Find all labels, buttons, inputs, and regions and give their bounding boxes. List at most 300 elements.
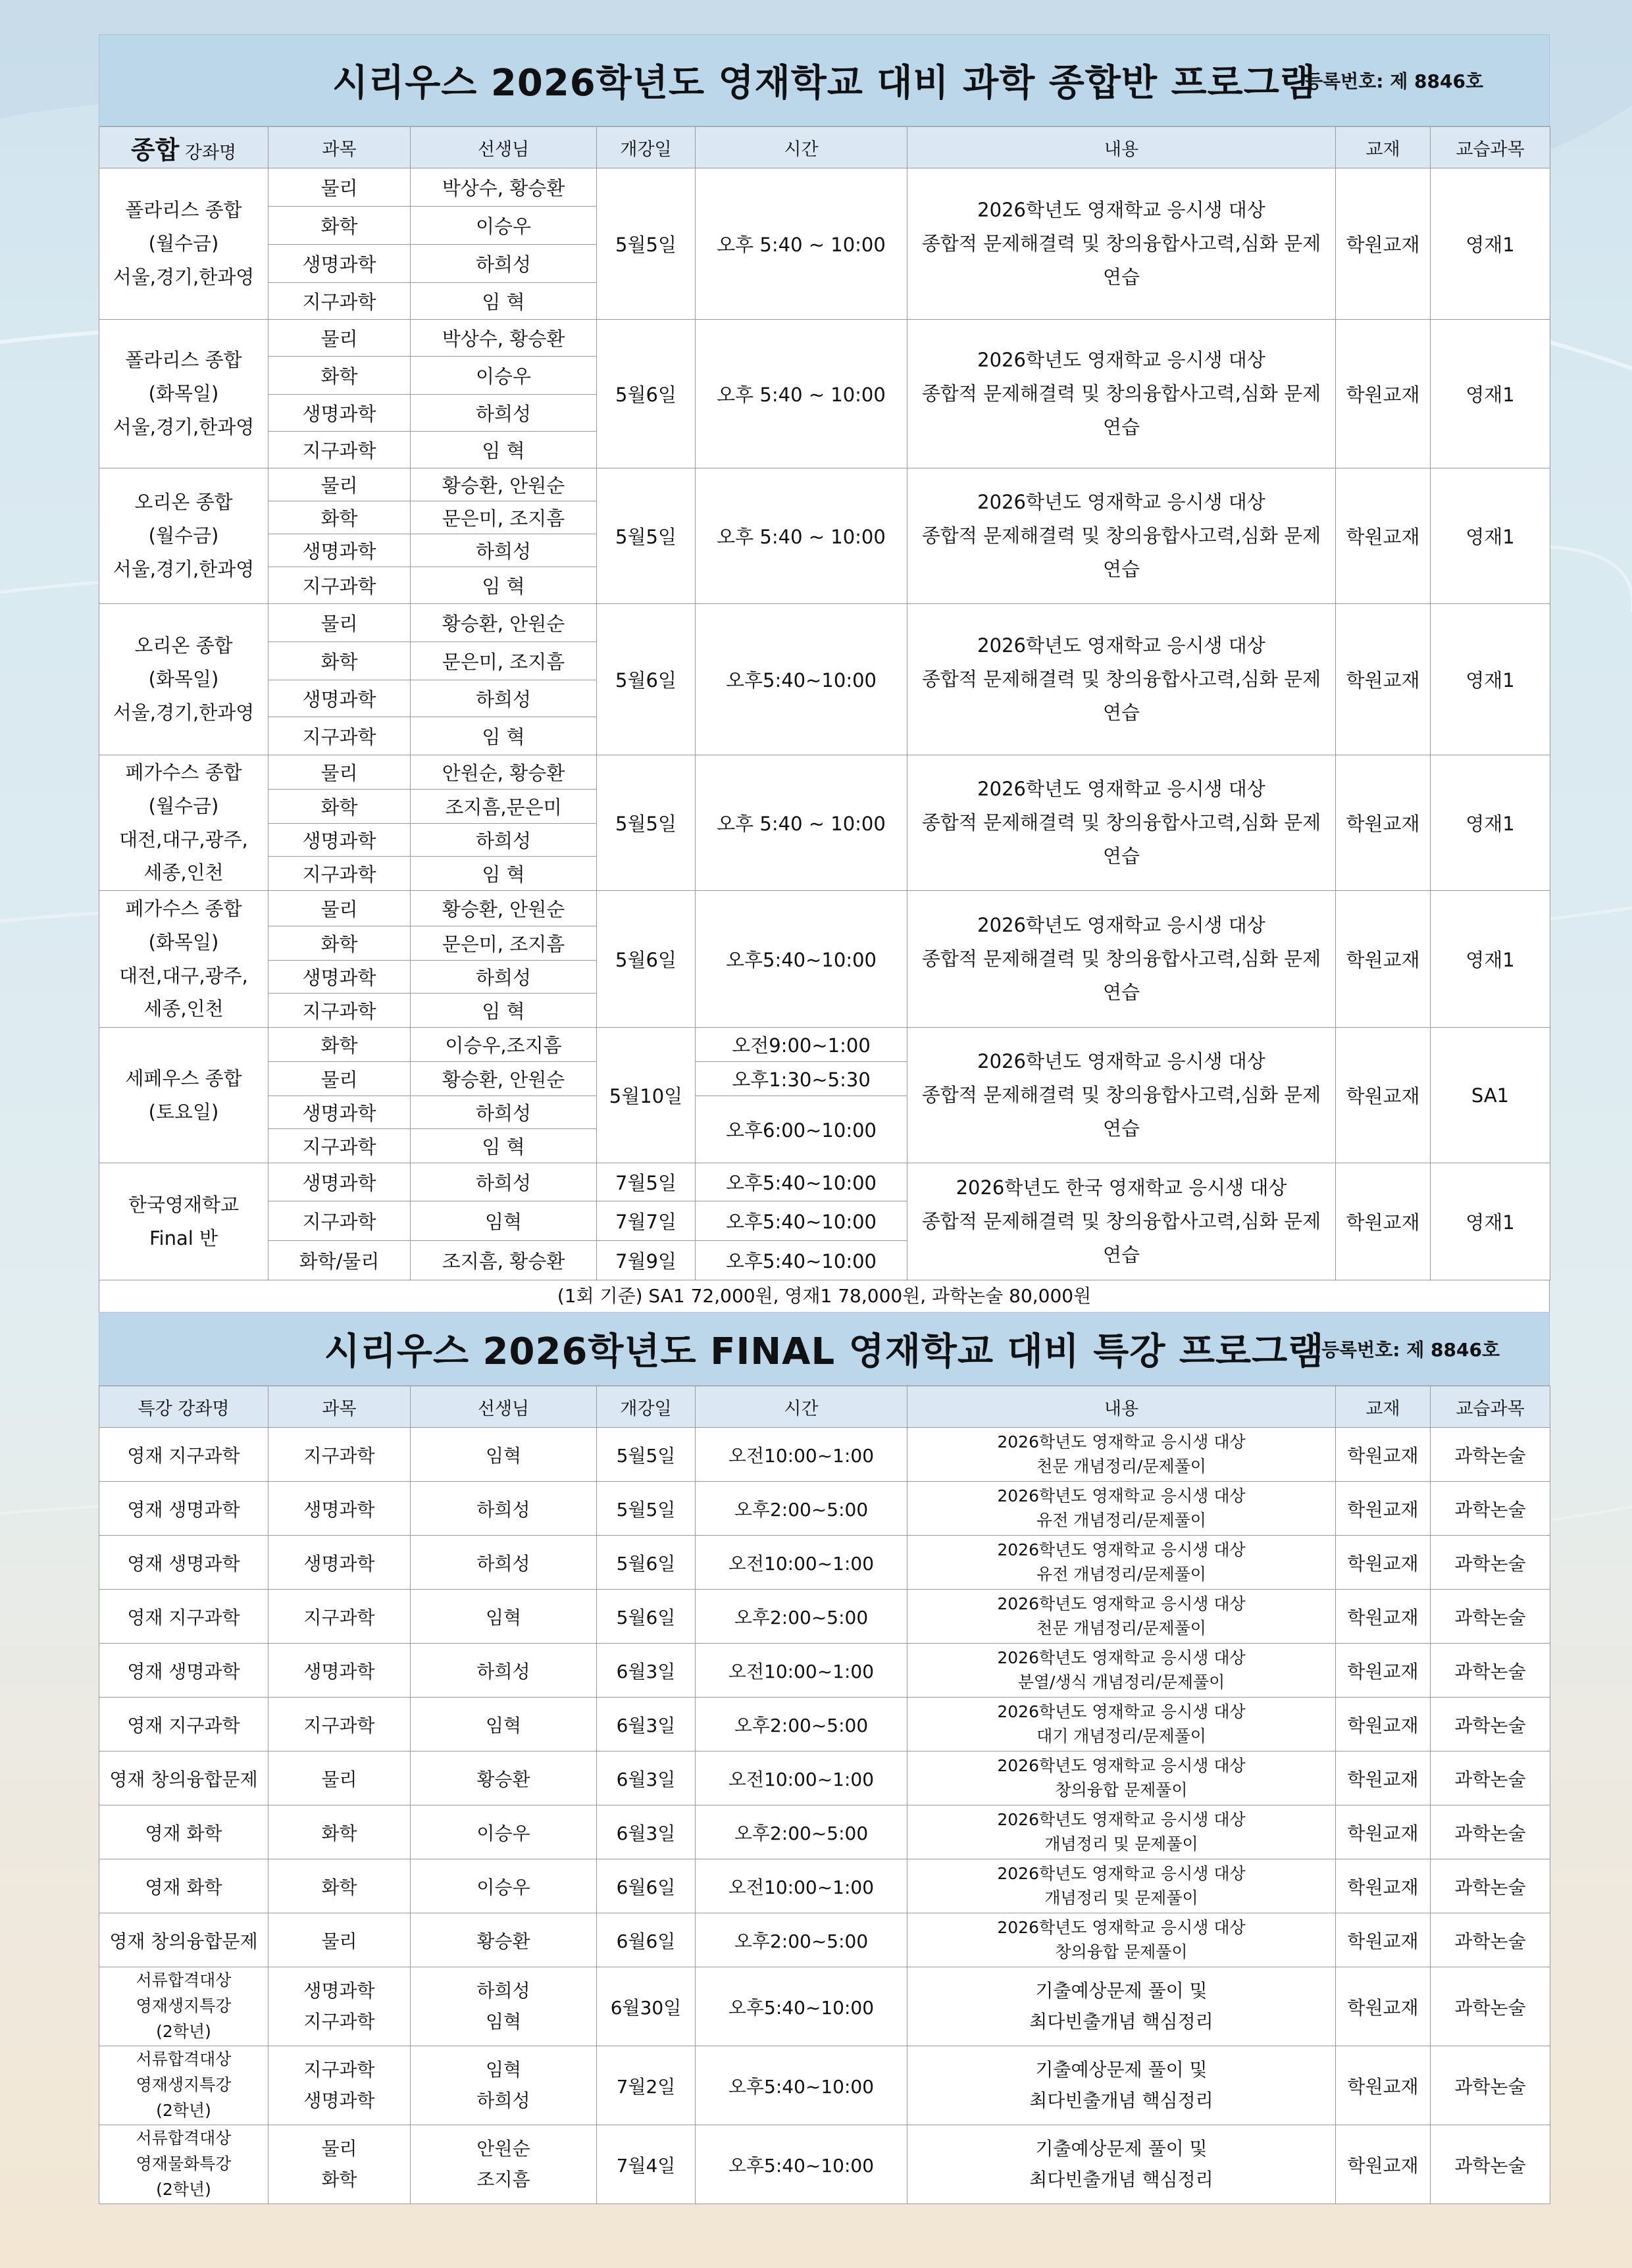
cell-line: 2026학년도 영재학교 응시생 대상 <box>977 778 1265 801</box>
time-cell: 오후1:30~5:30 <box>696 1062 907 1096</box>
subject-cell: 물리 <box>268 1062 411 1096</box>
cell-line: 서류합격대상 <box>136 2050 232 2069</box>
teacher-cell: 하희성 <box>411 395 597 432</box>
teacher-cell: 황승환 <box>411 1751 597 1805</box>
subject-cell: 지구과학 <box>268 994 411 1028</box>
subject-cell: 지구과학 <box>268 1129 411 1163</box>
content-cell <box>907 320 1336 468</box>
teacher-cell: 임 혁 <box>411 717 597 755</box>
subject-cell <box>268 1967 411 2046</box>
table-row <box>99 1913 1550 1967</box>
course-type-cell: 영재1 <box>1431 320 1550 468</box>
cell-line: 2026학년도 영재학교 응시생 대상 <box>997 1918 1246 1938</box>
cell-line: 안원순 <box>476 2138 530 2160</box>
time-cell: 오후5:40~10:00 <box>696 1163 907 1201</box>
subject-cell: 화학 <box>268 790 411 824</box>
cell-line: 창의융합 문제풀이 <box>1055 1942 1188 1961</box>
course-type-cell: SA1 <box>1431 1028 1550 1163</box>
cell-line: 2026학년도 영재학교 응시생 대상 <box>977 491 1265 514</box>
content-cell <box>907 1028 1336 1163</box>
teacher-cell: 문은미, 조지흠 <box>411 926 597 961</box>
cell-line: 폴라리스 종합 <box>125 349 242 372</box>
teacher-cell: 임 혁 <box>411 857 597 891</box>
time-cell: 오후2:00~5:00 <box>696 1698 907 1751</box>
cell-line: 종합적 문제해결력 및 창의융합사고력,심화 문제 연습 <box>921 1210 1321 1266</box>
table-row <box>99 1644 1550 1698</box>
course-name: 영재 창의융합문제 <box>99 1751 268 1805</box>
start-date: 6월3일 <box>597 1698 696 1751</box>
header-textbook: 교재 <box>1336 1386 1431 1428</box>
table-row <box>99 1428 1550 1482</box>
course-type-cell: 과학논술 <box>1431 1482 1550 1536</box>
course-name <box>99 2125 268 2204</box>
teacher-cell: 하희성 <box>411 1644 597 1698</box>
header-start-date: 개강일 <box>597 127 696 168</box>
table-row <box>99 1536 1550 1590</box>
teacher-cell: 이승우 <box>411 1859 597 1913</box>
course-name: 영재 화학 <box>99 1859 268 1913</box>
course-name <box>99 1967 268 2046</box>
subject-cell: 지구과학 <box>268 1201 411 1241</box>
start-date: 6월6일 <box>597 1913 696 1967</box>
start-date: 5월6일 <box>597 1590 696 1644</box>
start-date: 6월6일 <box>597 1859 696 1913</box>
subject-cell: 지구과학 <box>268 1590 411 1644</box>
start-date: 7월2일 <box>597 2046 696 2125</box>
header-course-name: 종합 강좌명 <box>99 127 268 168</box>
subject-cell: 지구과학 <box>268 432 411 468</box>
course-name <box>99 2046 268 2125</box>
time-cell: 오후5:40~10:00 <box>696 1201 907 1241</box>
header-teacher: 선생님 <box>411 127 597 168</box>
textbook-cell: 학원교재 <box>1336 1913 1431 1967</box>
cell-line: 2026학년도 영재학교 응시생 대상 <box>977 634 1265 657</box>
cell-line: 오리온 종합 <box>134 634 233 657</box>
subject-cell: 물리 <box>268 168 411 207</box>
table-row <box>99 1805 1550 1859</box>
course-type-cell: 과학논술 <box>1431 1751 1550 1805</box>
cell-line: 페가수스 종합 <box>125 761 242 784</box>
subject-cell: 지구과학 <box>268 717 411 755</box>
cell-line: (월수금) <box>148 524 219 547</box>
teacher-cell: 임 혁 <box>411 994 597 1028</box>
cell-line: 영재생지특강 <box>136 2075 232 2095</box>
subject-cell: 지구과학 <box>268 567 411 604</box>
teacher-cell: 하희성 <box>411 1536 597 1590</box>
cell-line: 오리온 종합 <box>134 491 233 514</box>
cell-line: 2026학년도 영재학교 응시생 대상 <box>997 1432 1246 1452</box>
cell-line: 영재생지특강 <box>136 1996 232 2016</box>
textbook-cell: 학원교재 <box>1336 1859 1431 1913</box>
textbook-cell: 학원교재 <box>1336 755 1431 891</box>
time-cell: 오후5:40~10:00 <box>696 891 907 1028</box>
subject-cell: 화학 <box>268 1859 411 1913</box>
teacher-cell: 안원순, 황승환 <box>411 755 597 790</box>
cell-line: 천문 개념정리/문제풀이 <box>1036 1456 1206 1476</box>
subject-cell: 생명과학 <box>268 824 411 857</box>
content-cell <box>907 1428 1336 1482</box>
cell-line: 종합적 문제해결력 및 창의융합사고력,심화 문제 연습 <box>921 524 1321 580</box>
cell-line: 대전,대구,광주, <box>119 964 248 987</box>
time-cell: 오후5:40~10:00 <box>696 604 907 755</box>
start-date: 7월9일 <box>597 1241 696 1280</box>
cell-line: 최다빈출개념 핵심정리 <box>1029 2010 1213 2032</box>
time-cell: 오후5:40~10:00 <box>696 1967 907 2046</box>
time-cell: 오후2:00~5:00 <box>696 1590 907 1644</box>
subject-cell: 물리 <box>268 320 411 357</box>
table-row <box>99 1967 1550 2046</box>
teacher-cell: 황승환, 안원순 <box>411 891 597 926</box>
textbook-cell: 학원교재 <box>1336 320 1431 468</box>
content-cell <box>907 2046 1336 2125</box>
cell-line: 기출예상문제 풀이 및 <box>1035 1980 1208 2002</box>
cell-line: (토요일) <box>148 1100 219 1123</box>
teacher-cell: 문은미, 조지흠 <box>411 642 597 680</box>
cell-line: (2학년) <box>156 2100 211 2120</box>
cell-line: (화목일) <box>148 668 219 691</box>
cell-line: 대기 개념정리/문제풀이 <box>1036 1726 1206 1746</box>
course-name <box>99 1163 268 1280</box>
teacher-cell <box>411 2125 597 2204</box>
course-name <box>99 755 268 891</box>
start-date: 5월6일 <box>597 891 696 1028</box>
subject-cell: 지구과학 <box>268 857 411 891</box>
teacher-cell: 임혁 <box>411 1590 597 1644</box>
time-cell: 오후5:40~10:00 <box>696 2125 907 2204</box>
cell-line: 종합적 문제해결력 및 창의융합사고력,심화 문제 연습 <box>921 382 1321 438</box>
cell-line: 종합적 문제해결력 및 창의융합사고력,심화 문제 연습 <box>921 1084 1321 1140</box>
subject-cell: 생명과학 <box>268 1644 411 1698</box>
program2-title: 시리우스 2026학년도 FINAL 영재학교 대비 특강 프로그램 <box>324 1330 1325 1373</box>
course-type-cell: 과학논술 <box>1431 2125 1550 2204</box>
teacher-cell: 임 혁 <box>411 432 597 468</box>
course-type-cell: 과학논술 <box>1431 1859 1550 1913</box>
subject-cell: 화학 <box>268 501 411 534</box>
time-cell: 오전10:00~1:00 <box>696 1859 907 1913</box>
teacher-cell: 하희성 <box>411 1163 597 1201</box>
time-cell: 오후2:00~5:00 <box>696 1805 907 1859</box>
time-cell: 오후 5:40 ~ 10:00 <box>696 320 907 468</box>
teacher-cell: 황승환, 안원순 <box>411 1062 597 1096</box>
textbook-cell: 학원교재 <box>1336 2125 1431 2204</box>
program2-table <box>99 1386 1550 2204</box>
cell-line: 2026학년도 영재학교 응시생 대상 <box>997 1864 1246 1884</box>
table-row <box>99 1482 1550 1536</box>
textbook-cell: 학원교재 <box>1336 1751 1431 1805</box>
course-name: 영재 생명과학 <box>99 1482 268 1536</box>
table-row <box>99 1028 1550 1062</box>
time-cell: 오후2:00~5:00 <box>696 1482 907 1536</box>
cell-line: 개념정리 및 문제풀이 <box>1044 1834 1198 1853</box>
cell-line: 종합적 문제해결력 및 창의융합사고력,심화 문제 연습 <box>921 232 1321 288</box>
content-cell <box>907 1482 1336 1536</box>
header-time: 시간 <box>696 127 907 168</box>
time-cell: 오전9:00~1:00 <box>696 1028 907 1062</box>
content-cell <box>907 1536 1336 1590</box>
cell-line: (화목일) <box>148 930 219 953</box>
subject-cell: 물리 <box>268 1913 411 1967</box>
cell-line: Final 반 <box>149 1226 218 1249</box>
time-cell: 오후5:40~10:00 <box>696 2046 907 2125</box>
cell-line: 기출예상문제 풀이 및 <box>1035 2059 1208 2081</box>
cell-line: 서울,경기,한과영 <box>113 265 255 288</box>
cell-line: 임혁 <box>485 2059 522 2081</box>
course-name <box>99 468 268 604</box>
header-time: 시간 <box>696 1386 907 1428</box>
time-cell: 오전10:00~1:00 <box>696 1428 907 1482</box>
content-cell <box>907 168 1336 320</box>
subject-cell: 생명과학 <box>268 245 411 283</box>
course-type-cell: 과학논술 <box>1431 1536 1550 1590</box>
program1-title-bar <box>99 34 1550 126</box>
course-type-cell: 과학논술 <box>1431 1590 1550 1644</box>
time-cell: 오전10:00~1:00 <box>696 1751 907 1805</box>
teacher-cell: 하희성 <box>411 961 597 994</box>
teacher-cell: 이승우 <box>411 357 597 395</box>
cell-line: 기출예상문제 풀이 및 <box>1035 2138 1208 2160</box>
teacher-cell: 황승환, 안원순 <box>411 604 597 642</box>
course-type-cell: 과학논술 <box>1431 1428 1550 1482</box>
cell-line: 세종,인천 <box>143 997 224 1021</box>
table-row <box>99 2046 1550 2125</box>
cell-line: 2026학년도 영재학교 응시생 대상 <box>997 1540 1246 1560</box>
course-type-cell: 과학논술 <box>1431 1913 1550 1967</box>
course-name: 영재 지구과학 <box>99 1590 268 1644</box>
textbook-cell: 학원교재 <box>1336 1163 1431 1280</box>
subject-cell <box>268 2125 411 2204</box>
time-cell: 오전10:00~1:00 <box>696 1644 907 1698</box>
time-cell: 오후 5:40 ~ 10:00 <box>696 168 907 320</box>
program1-title: 시리우스 2026학년도 영재학교 대비 과학 종합반 프로그램 <box>332 62 1316 105</box>
course-type-cell: 영재1 <box>1431 168 1550 320</box>
subject-cell: 지구과학 <box>268 1428 411 1482</box>
cell-line: 2026학년도 한국 영재학교 응시생 대상 <box>956 1176 1287 1199</box>
header-course-type: 교습과목 <box>1431 1386 1550 1428</box>
teacher-cell: 임 혁 <box>411 283 597 320</box>
course-type-cell: 영재1 <box>1431 891 1550 1028</box>
table-row <box>99 1590 1550 1644</box>
table-row <box>99 891 1550 926</box>
teacher-cell: 하희성 <box>411 534 597 567</box>
content-cell <box>907 1859 1336 1913</box>
cell-line: 서울,경기,한과영 <box>113 701 255 724</box>
cell-line: 종합적 문제해결력 및 창의융합사고력,심화 문제 연습 <box>921 811 1321 867</box>
textbook-cell: 학원교재 <box>1336 1028 1431 1163</box>
cell-line: 서류합격대상 <box>136 2129 232 2148</box>
teacher-cell: 조지흠,문은미 <box>411 790 597 824</box>
subject-cell: 화학 <box>268 642 411 680</box>
start-date: 5월6일 <box>597 604 696 755</box>
subject-cell: 화학/물리 <box>268 1241 411 1280</box>
start-date: 7월5일 <box>597 1163 696 1201</box>
cell-line: 2026학년도 영재학교 응시생 대상 <box>997 1810 1246 1830</box>
course-type-cell: 영재1 <box>1431 604 1550 755</box>
start-date: 6월3일 <box>597 1644 696 1698</box>
textbook-cell: 학원교재 <box>1336 1428 1431 1482</box>
textbook-cell: 학원교재 <box>1336 1590 1431 1644</box>
subject-cell: 생명과학 <box>268 534 411 567</box>
cell-line: 유전 개념정리/문제풀이 <box>1036 1564 1206 1584</box>
cell-line: 화학 <box>321 2168 357 2190</box>
subject-cell: 화학 <box>268 926 411 961</box>
content-cell <box>907 1967 1336 2046</box>
cell-line: 2026학년도 영재학교 응시생 대상 <box>997 1648 1246 1668</box>
cell-line: 2026학년도 영재학교 응시생 대상 <box>997 1756 1246 1776</box>
course-name <box>99 1028 268 1163</box>
subject-cell: 물리 <box>268 755 411 790</box>
teacher-cell <box>411 1967 597 2046</box>
subject-cell: 생명과학 <box>268 395 411 432</box>
cell-line: 유전 개념정리/문제풀이 <box>1036 1510 1206 1530</box>
time-cell: 오전10:00~1:00 <box>696 1536 907 1590</box>
content-cell <box>907 468 1336 604</box>
content-cell <box>907 1163 1336 1280</box>
course-name: 영재 지구과학 <box>99 1698 268 1751</box>
cell-line: 개념정리 및 문제풀이 <box>1044 1888 1198 1907</box>
header-content: 내용 <box>907 127 1336 168</box>
fee-note: (1회 기준) SA1 72,000원, 영재1 78,000원, 과학논술 80,000원 <box>99 1280 1550 1312</box>
cell-line: 폴라리스 종합 <box>125 199 242 222</box>
course-name <box>99 320 268 468</box>
subject-cell: 화학 <box>268 207 411 245</box>
content-cell <box>907 604 1336 755</box>
course-type-cell: 영재1 <box>1431 468 1550 604</box>
cell-line: 서류합격대상 <box>136 1971 232 1990</box>
cell-line: 물리 <box>321 2138 357 2160</box>
subject-cell <box>268 2046 411 2125</box>
teacher-cell: 하희성 <box>411 680 597 717</box>
table-row <box>99 604 1550 642</box>
cell-line: 서울,경기,한과영 <box>113 557 255 580</box>
teacher-cell: 임 혁 <box>411 1129 597 1163</box>
content-cell <box>907 1913 1336 1967</box>
content-cell <box>907 755 1336 891</box>
time-cell: 오후2:00~5:00 <box>696 1913 907 1967</box>
subject-cell: 물리 <box>268 891 411 926</box>
course-name: 영재 창의융합문제 <box>99 1913 268 1967</box>
table-row <box>99 468 1550 501</box>
teacher-cell: 임혁 <box>411 1698 597 1751</box>
header-course-type: 교습과목 <box>1431 127 1550 168</box>
course-name <box>99 604 268 755</box>
start-date: 7월4일 <box>597 2125 696 2204</box>
teacher-cell: 황승환, 안원순 <box>411 468 597 501</box>
program2-registration: 등록번호: 제 8846호 <box>1321 1339 1500 1361</box>
cell-line: (화목일) <box>148 382 219 405</box>
teacher-cell: 문은미, 조지흠 <box>411 501 597 534</box>
start-date: 5월6일 <box>597 320 696 468</box>
course-type-cell: 과학논술 <box>1431 1967 1550 2046</box>
cell-line: 페가수스 종합 <box>125 897 242 920</box>
course-name: 영재 생명과학 <box>99 1536 268 1590</box>
cell-line: 하희성 <box>476 2089 530 2111</box>
cell-line: 대전,대구,광주, <box>119 828 248 851</box>
time-cell: 오후5:40~10:00 <box>696 1241 907 1280</box>
teacher-cell: 임 혁 <box>411 567 597 604</box>
start-date: 5월10일 <box>597 1028 696 1163</box>
course-type-cell: 과학논술 <box>1431 1644 1550 1698</box>
teacher-cell: 하희성 <box>411 245 597 283</box>
course-type-cell: 영재1 <box>1431 755 1550 891</box>
teacher-cell: 하희성 <box>411 1096 597 1129</box>
header-teacher: 선생님 <box>411 1386 597 1428</box>
content-cell <box>907 891 1336 1028</box>
textbook-cell: 학원교재 <box>1336 604 1431 755</box>
teacher-cell: 조지흠, 황승환 <box>411 1241 597 1280</box>
cell-line: 영재물화특강 <box>136 2154 232 2174</box>
subject-cell: 물리 <box>268 604 411 642</box>
cell-line: 세종,인천 <box>143 861 224 884</box>
teacher-cell: 하희성 <box>411 1482 597 1536</box>
textbook-cell: 학원교재 <box>1336 1698 1431 1751</box>
course-type-cell: 과학논술 <box>1431 1698 1550 1751</box>
start-date: 5월5일 <box>597 1428 696 1482</box>
start-date: 6월3일 <box>597 1805 696 1859</box>
table-row <box>99 1751 1550 1805</box>
teacher-cell: 하희성 <box>411 824 597 857</box>
textbook-cell: 학원교재 <box>1336 1805 1431 1859</box>
content-cell <box>907 1644 1336 1698</box>
cell-line: 최다빈출개념 핵심정리 <box>1029 2168 1213 2190</box>
start-date: 5월5일 <box>597 468 696 604</box>
cell-line: 2026학년도 영재학교 응시생 대상 <box>977 914 1265 937</box>
start-date: 6월3일 <box>597 1751 696 1805</box>
header-start-date: 개강일 <box>597 1386 696 1428</box>
cell-line: 분열/생식 개념정리/문제풀이 <box>1017 1672 1225 1692</box>
subject-cell: 지구과학 <box>268 1698 411 1751</box>
cell-line: (월수금) <box>148 794 219 817</box>
subject-cell: 화학 <box>268 357 411 395</box>
header-content: 내용 <box>907 1386 1336 1428</box>
cell-line: 2026학년도 영재학교 응시생 대상 <box>997 1594 1246 1614</box>
program1-header-row <box>99 127 1550 168</box>
program1-table <box>99 126 1550 1280</box>
textbook-cell: 학원교재 <box>1336 2046 1431 2125</box>
subject-cell: 화학 <box>268 1028 411 1062</box>
time-cell: 오후 5:40 ~ 10:00 <box>696 468 907 604</box>
course-name: 영재 생명과학 <box>99 1644 268 1698</box>
start-date: 6월30일 <box>597 1967 696 2046</box>
content-cell <box>907 1751 1336 1805</box>
subject-cell: 생명과학 <box>268 961 411 994</box>
subject-cell: 지구과학 <box>268 283 411 320</box>
start-date: 5월5일 <box>597 1482 696 1536</box>
table-row <box>99 320 1550 357</box>
course-name: 영재 지구과학 <box>99 1428 268 1482</box>
textbook-cell: 학원교재 <box>1336 1482 1431 1536</box>
start-date: 5월5일 <box>597 168 696 320</box>
course-name: 영재 화학 <box>99 1805 268 1859</box>
cell-line: 2026학년도 영재학교 응시생 대상 <box>977 349 1265 372</box>
program2-header-row <box>99 1386 1550 1428</box>
time-cell: 오후6:00~10:00 <box>696 1096 907 1163</box>
table-row <box>99 1698 1550 1751</box>
subject-cell: 물리 <box>268 468 411 501</box>
teacher-cell: 이승우 <box>411 1805 597 1859</box>
cell-line: 2026학년도 영재학교 응시생 대상 <box>977 1050 1265 1073</box>
cell-line: 임혁 <box>485 2010 522 2032</box>
cell-line: 세페우스 종합 <box>125 1067 242 1090</box>
start-date: 5월5일 <box>597 755 696 891</box>
teacher-cell: 박상수, 황승환 <box>411 168 597 207</box>
teacher-cell <box>411 2046 597 2125</box>
cell-line: 종합적 문제해결력 및 창의융합사고력,심화 문제 연습 <box>921 668 1321 724</box>
textbook-cell: 학원교재 <box>1336 891 1431 1028</box>
subject-cell: 생명과학 <box>268 1163 411 1201</box>
teacher-cell: 임혁 <box>411 1428 597 1482</box>
content-cell <box>907 1698 1336 1751</box>
cell-line: 지구과학 <box>303 2059 375 2081</box>
